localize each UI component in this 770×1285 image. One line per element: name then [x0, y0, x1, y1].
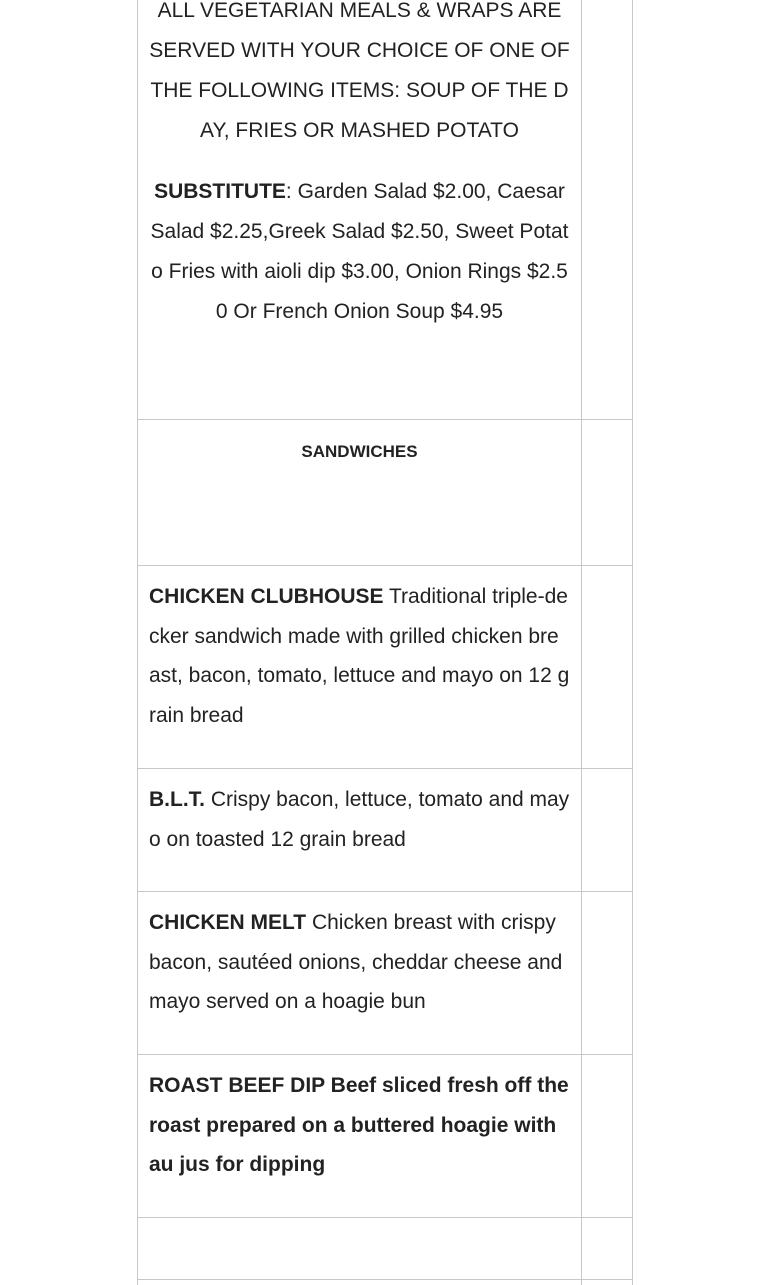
price-cell: [582, 1218, 633, 1280]
item-description: Chicken breast with crispy bacon, sautéed onions, cheddar cheese and mayo served on a hoagie bun: [149, 911, 563, 1014]
price-cell: [582, 420, 633, 566]
price-cell: [582, 1280, 633, 1285]
intro-cell: [138, 0, 582, 420]
menu-item-chicken-melt: [138, 892, 582, 1055]
price-cell: [582, 1055, 633, 1218]
item-name: ROAST BEEF DIP: [149, 1074, 325, 1097]
menu-item-row: [138, 769, 633, 892]
menu-item-row: [138, 566, 633, 769]
empty-cell: [138, 1218, 582, 1280]
menu-item-blt: [138, 769, 582, 892]
empty-row: [138, 1280, 633, 1285]
item-description: Crispy bacon, lettuce, tomato and mayo on toasted 12 grain bread: [149, 788, 570, 851]
empty-row: [138, 1218, 633, 1280]
section-title: SANDWICHES: [301, 442, 418, 461]
price-cell: [582, 566, 633, 769]
price-cell: [582, 892, 633, 1055]
item-name: B.L.T.: [149, 788, 205, 811]
substitute-note: [148, 172, 571, 332]
substitute-label: SUBSTITUTE: [154, 180, 286, 203]
item-description: Beef sliced fresh off the roast prepared on a buttered hoagie with au jus for dipping: [149, 1074, 569, 1177]
intro-row: [138, 0, 633, 420]
empty-cell: [138, 1280, 582, 1285]
substitute-text: : Garden Salad $2.00, Caesar Salad $2.25,Greek Salad $2.50, Sweet Potato Fries with aioli dip $3.00, Onion Rings $2.50 Or French Onion Soup $4.95: [150, 180, 569, 323]
menu-item-roast-beef-dip: [138, 1055, 582, 1218]
menu-item-row: [138, 892, 633, 1055]
menu-item-chicken-clubhouse: [138, 566, 582, 769]
menu-table: [137, 0, 633, 1285]
item-name: CHICKEN MELT: [149, 911, 307, 934]
section-heading-row: [138, 420, 633, 566]
price-cell: [582, 769, 633, 892]
section-heading-cell: [138, 420, 582, 566]
price-cell: [582, 0, 633, 420]
side-choice-notice: ALL VEGETARIAN MEALS & WRAPS ARE SERVED WITH YOUR CHOICE OF ONE OF THE FOLLOWING ITEMS: SOUP OF THE DAY, FRIES OR MASHED POTATO: [149, 0, 570, 142]
item-name: CHICKEN CLUBHOUSE: [149, 585, 384, 608]
item-description: Traditional triple-decker sandwich made with grilled chicken breast, bacon, tomato, lettuce and mayo on 12 grain bread: [149, 585, 570, 727]
menu-item-row: [138, 1055, 633, 1218]
